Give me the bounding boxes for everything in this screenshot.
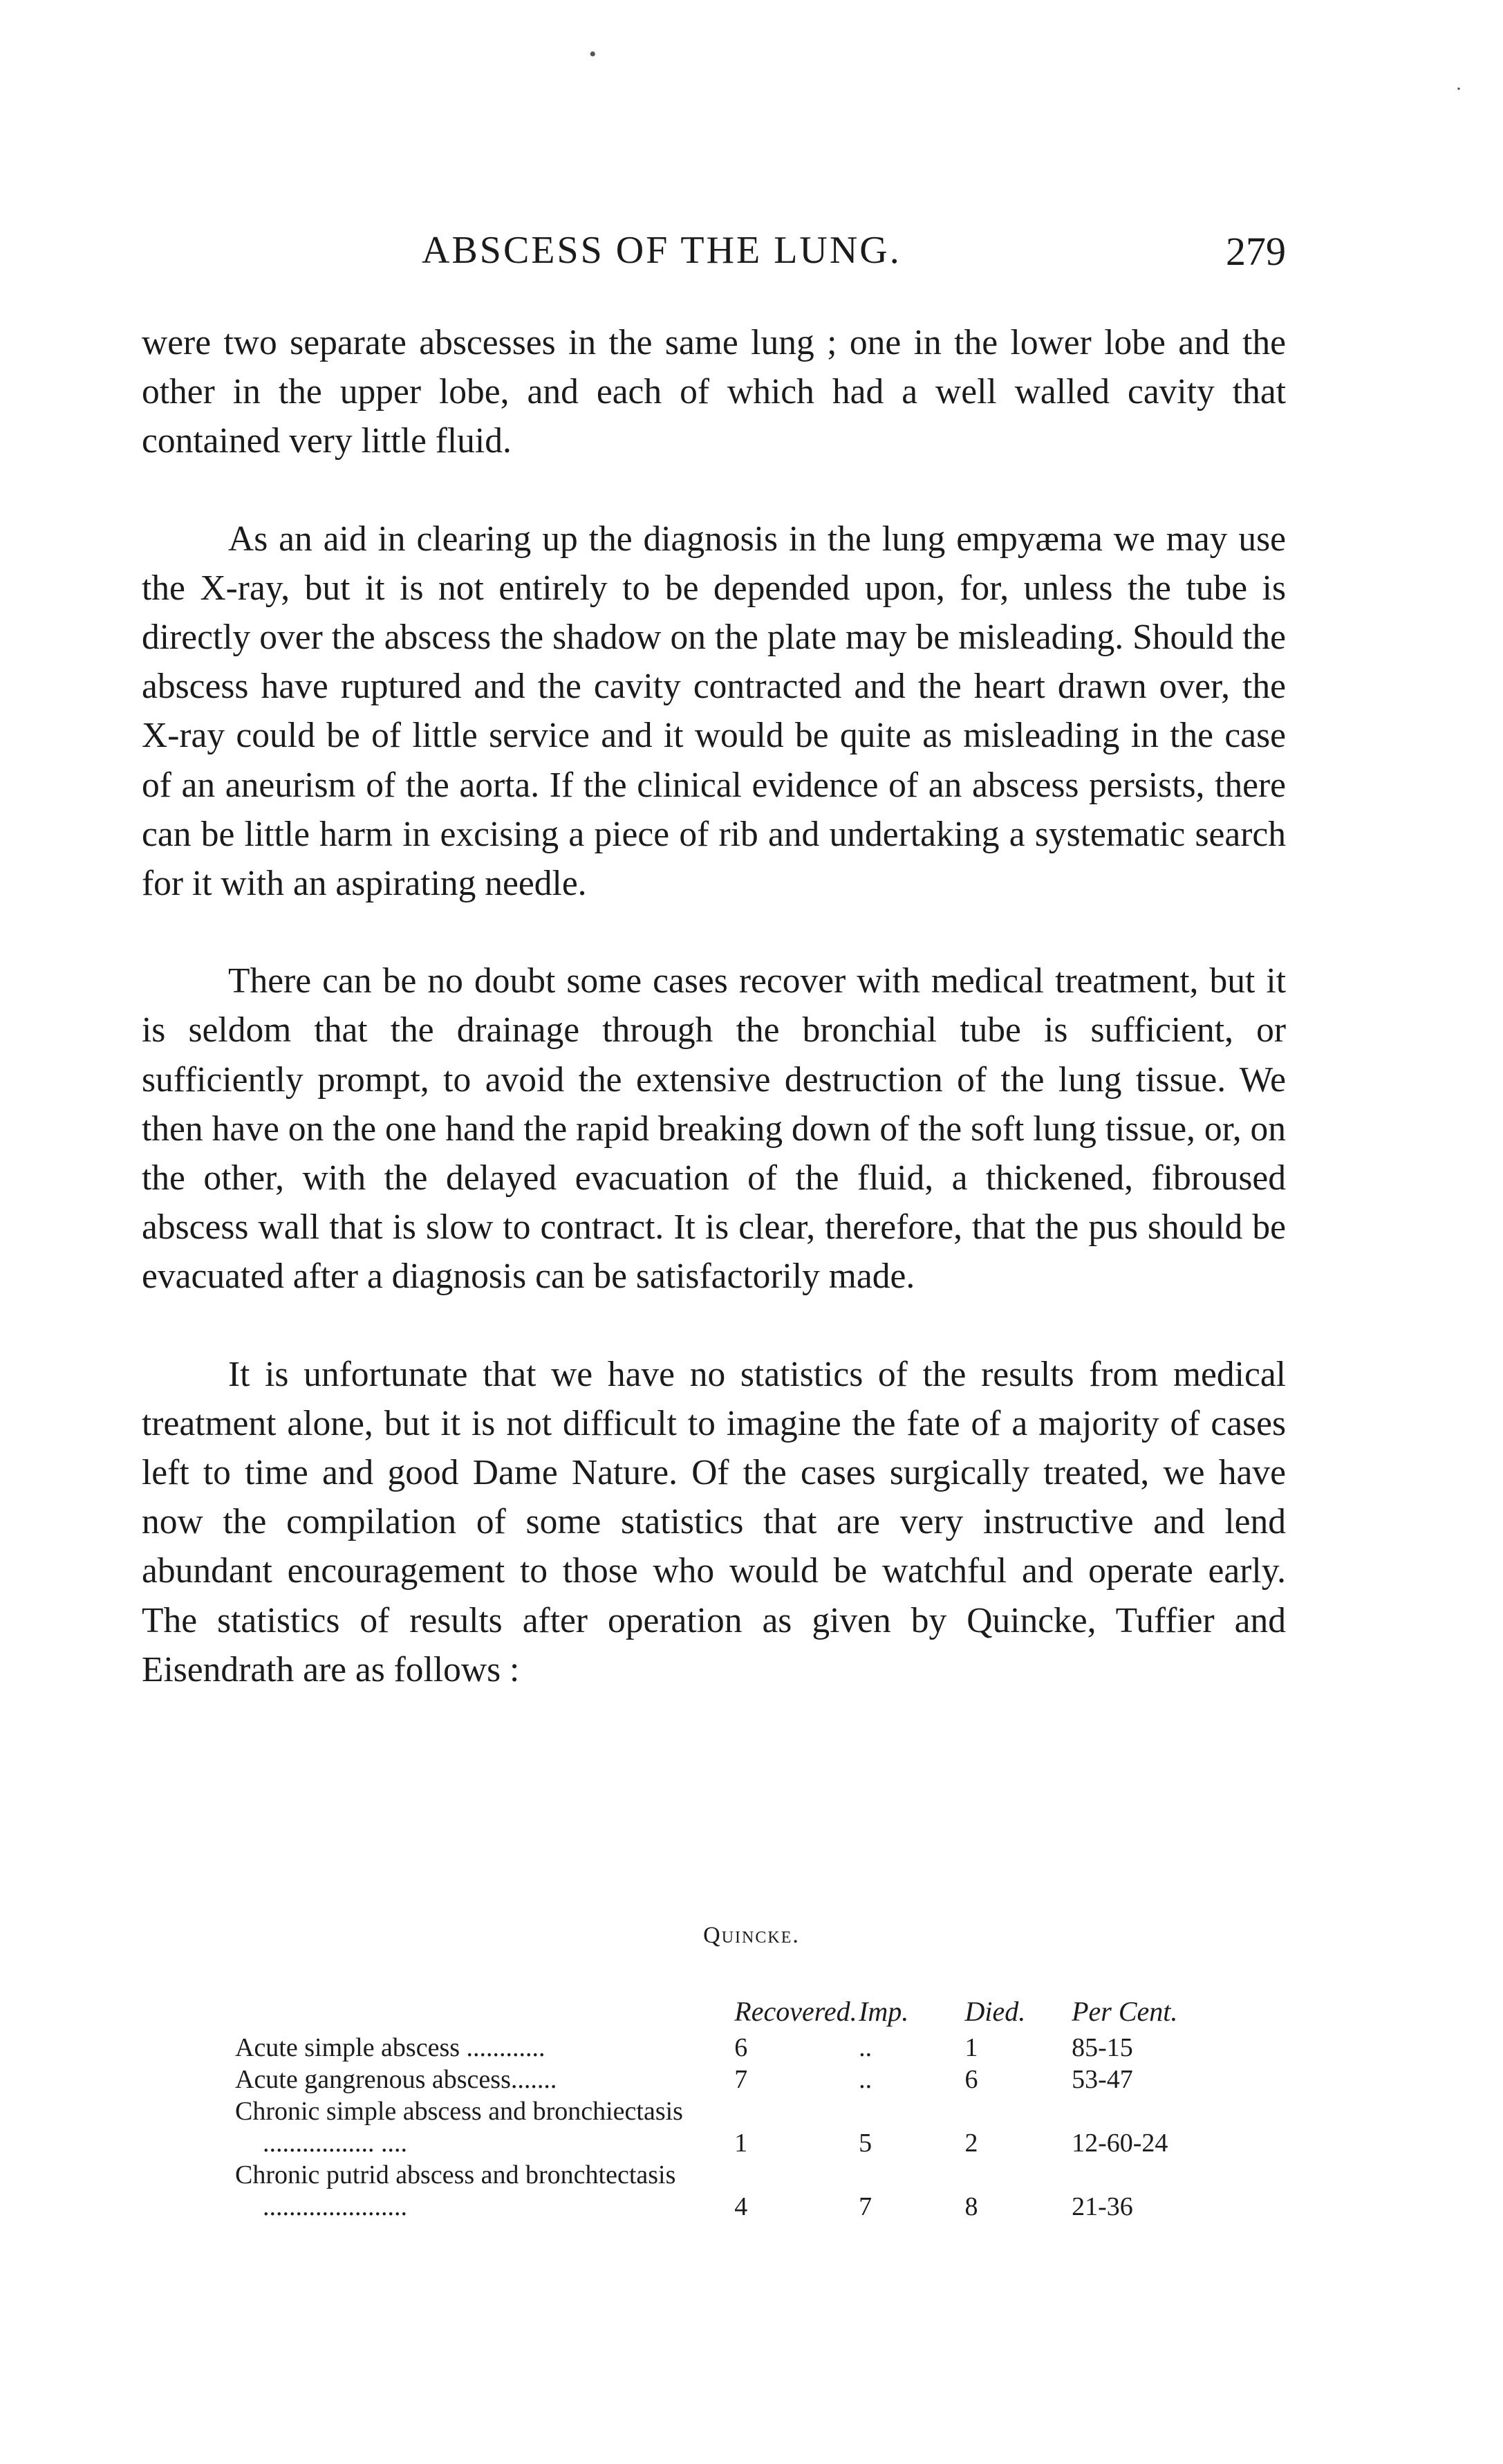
improved-cell: .. bbox=[859, 2033, 872, 2062]
ink-speck: • bbox=[589, 43, 597, 66]
recovered-cell: 7 bbox=[734, 2065, 748, 2094]
table-caption: Quincke. bbox=[703, 1923, 800, 1948]
case-label: Acute gangrenous abscess....... bbox=[235, 2065, 557, 2094]
table-row bbox=[235, 2032, 1217, 2064]
body-text bbox=[142, 318, 1286, 1743]
table-row bbox=[235, 2095, 1217, 2159]
per-cent-cell: 85-15 bbox=[1072, 2033, 1133, 2062]
case-name bbox=[235, 2032, 734, 2064]
improved-cell: 5 bbox=[859, 2129, 872, 2158]
running-title: ABSCESS OF THE LUNG. bbox=[422, 229, 902, 272]
died-cell: 8 bbox=[964, 2192, 978, 2221]
page-number: 279 bbox=[1226, 229, 1286, 274]
table-header-row bbox=[235, 1995, 1217, 2032]
recovered-cell: 1 bbox=[734, 2129, 748, 2158]
page-header bbox=[145, 228, 1286, 284]
per-cent-cell: 53-47 bbox=[1072, 2065, 1133, 2094]
column-header-per-cent: Per Cent. bbox=[1072, 1996, 1178, 2027]
per-cent-cell: 21-36 bbox=[1072, 2192, 1133, 2221]
died-cell: 1 bbox=[964, 2033, 978, 2062]
column-header-died: Died. bbox=[964, 1996, 1026, 2027]
paragraph: were two separate abscesses in the same lung ; one in the lower lobe and the other in the upper lobe, and each of which had a well walled cavity that contained very little fluid. bbox=[142, 323, 1286, 461]
column-header-improved: Imp. bbox=[859, 1996, 909, 2027]
case-name bbox=[235, 2095, 734, 2159]
column-header-case bbox=[235, 1995, 734, 2032]
died-cell: 2 bbox=[964, 2129, 978, 2158]
improved-cell: .. bbox=[859, 2065, 872, 2094]
paragraph: It is unfortunate that we have no statistics of the results from medical treatment alone, but it is not difficult to imagine the fate of a majority of cases left to time and good Dame Nature. Of the cases surgically treated, we have now the compilation of some statistics that are very instructive and lend abundant encouragement to those who would be watchful and operate early. The statistics of results after operation as given by Quincke, Tuffier and Eisendrath are as follows : bbox=[142, 1354, 1286, 1689]
recovered-cell: 6 bbox=[734, 2033, 748, 2062]
column-header-recovered: Recovered. bbox=[734, 1996, 857, 2027]
case-label: Acute simple abscess ............ bbox=[235, 2033, 545, 2062]
paragraph: There can be no doubt some cases recover with medical treatment, but it is seldom that the drainage through the bronchial tube is sufficient, or sufficiently prompt, to avoid the extensive destruction of the lung tissue. We then have on the one hand the rapid breaking down of the soft lung tissue, or, on the other, with the delayed evacuation of the fluid, a thickened, fibroused abscess wall that is slow to contract. It is clear, therefore, that the pus should be evacuated after a diagnosis can be satisfactorily made. bbox=[142, 961, 1286, 1297]
ink-speck: · bbox=[1455, 77, 1462, 100]
case-label: Chronic putrid abscess and bronchtectasis ...................... bbox=[235, 2160, 676, 2221]
case-name bbox=[235, 2064, 734, 2095]
recovered-cell: 4 bbox=[734, 2192, 748, 2221]
table-row bbox=[235, 2159, 1217, 2223]
died-cell: 6 bbox=[964, 2065, 978, 2094]
per-cent-cell: 12-60-24 bbox=[1072, 2129, 1168, 2158]
case-name bbox=[235, 2159, 734, 2223]
improved-cell: 7 bbox=[859, 2192, 872, 2221]
statistics-table bbox=[235, 1995, 1217, 2223]
case-label: Chronic simple abscess and bronchiectasis ................. .... bbox=[235, 2097, 683, 2158]
table-row bbox=[235, 2064, 1217, 2095]
paragraph: As an aid in clearing up the diagnosis in the lung empyæma we may use the X-ray, but it is not entirely to be depended upon, for, unless the tube is directly over the abscess the shadow on the plate may be misleading. Should the abscess have ruptured and the cavity contracted and the heart drawn over, the X-ray could be of little service and it would be quite as misleading in the case of an aneurism of the aorta. If the clinical evidence of an abscess persists, there can be little harm in excising a piece of rib and undertaking a systematic search for it with an aspirating needle. bbox=[142, 519, 1286, 904]
